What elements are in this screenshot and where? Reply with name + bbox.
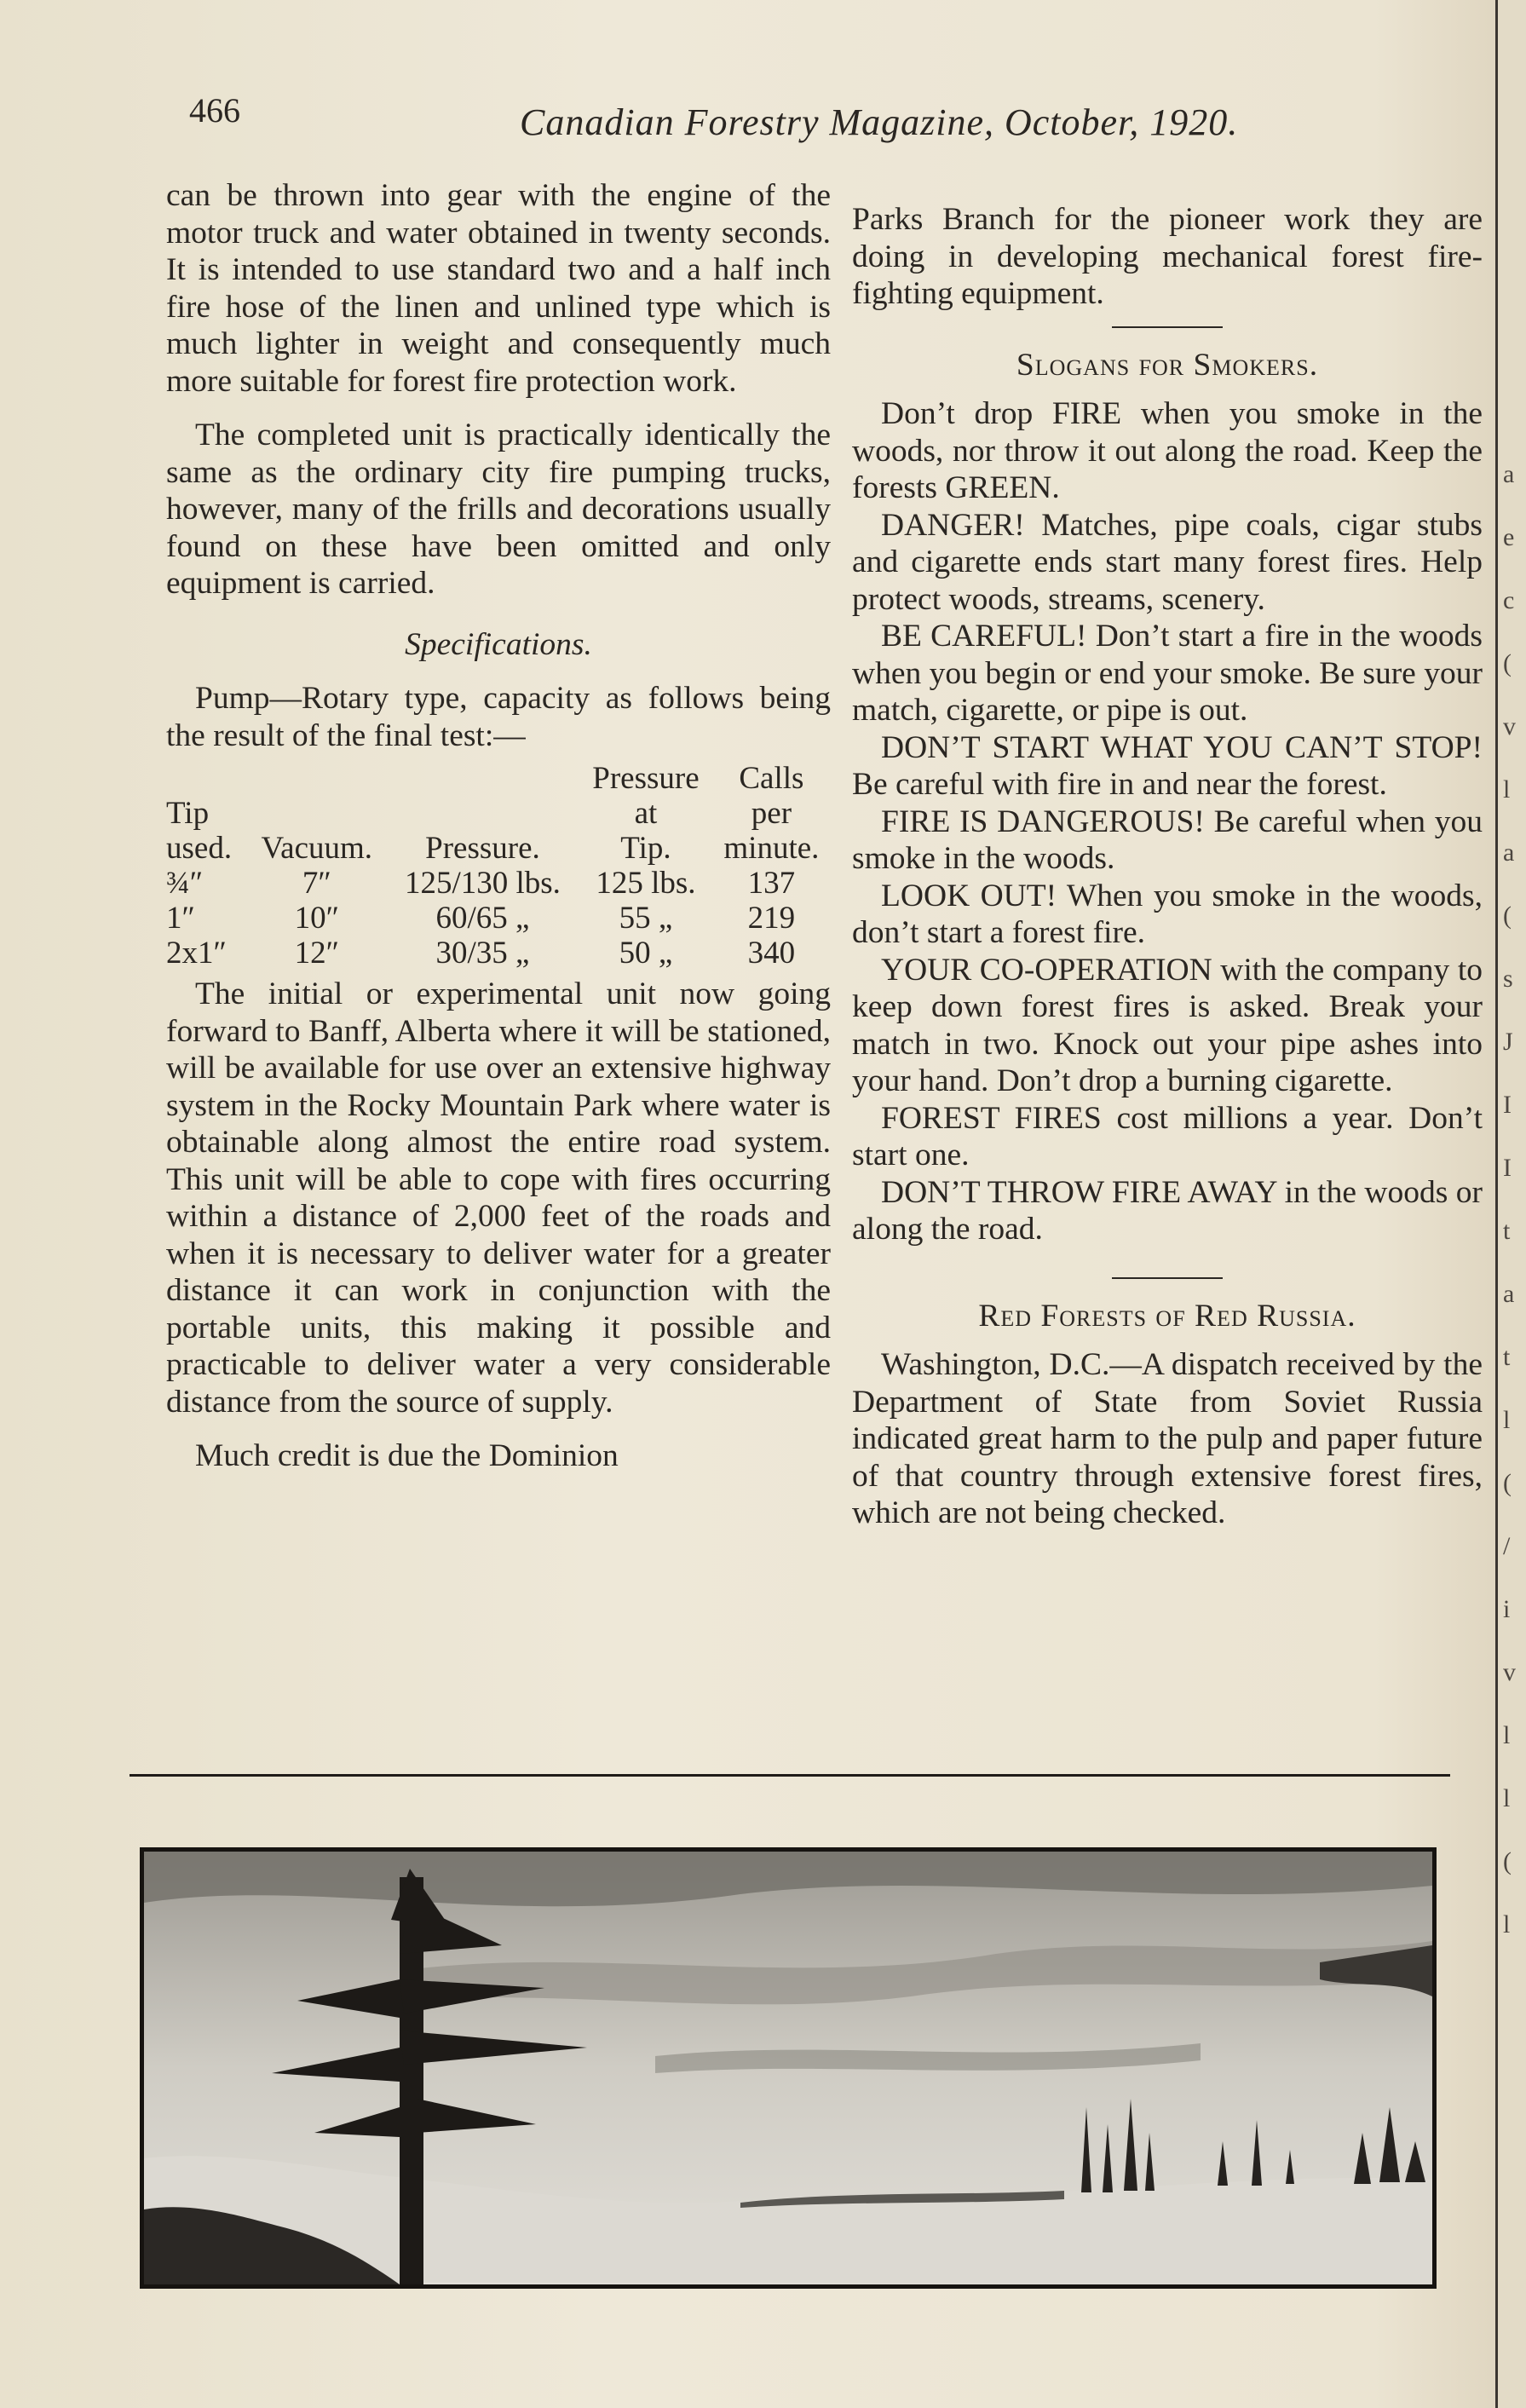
- paragraph: The completed unit is practically identically the same as the ordinary city fire pumping trucks, however, many of the frills and decorations usually found on these have been omitted and only equipment is carried.: [166, 418, 831, 601]
- table-cell: 60/65 „: [435, 901, 530, 936]
- table-cell: 137: [747, 866, 796, 901]
- table-row: [166, 866, 831, 901]
- table-cell: 30/35 „: [435, 936, 530, 971]
- adjacent-page-letters: a e c ( v l a ( s J I I t a t l ( / i v l l ( l: [1503, 460, 1516, 1938]
- table-header-row: [166, 796, 831, 831]
- table-cell: ¾″: [166, 866, 204, 901]
- table-header-cell: used.: [166, 831, 233, 866]
- slogan-item: DON’T THROW FIRE AWAY in the woods or along the road.: [852, 1174, 1483, 1247]
- table-cell: 7″: [302, 866, 331, 901]
- landscape-picture: [144, 1852, 1432, 2284]
- left-column: [166, 177, 831, 1475]
- forest-landscape-illustration: [140, 1847, 1437, 2289]
- table-header-cell: Tip.: [620, 831, 671, 866]
- table-cell: 340: [747, 936, 796, 971]
- page-header: [189, 90, 1331, 150]
- slogan-item: YOUR CO-OPERATION with the company to keep down forest fires is asked. Break your match in two. Knock out your pipe ashes into your hand. Don’t drop a burning cigarette.: [852, 952, 1483, 1098]
- table-cell: 125/130 lbs.: [404, 866, 561, 901]
- slogan-item: DANGER! Matches, pipe coals, cigar stubs and cigarette ends start many forest fires. Help protect woods, streams, scenery.: [852, 507, 1483, 617]
- table-header-row: [166, 761, 831, 796]
- section-heading-red-forests: Red Forests of Red Russia.: [978, 1298, 1356, 1334]
- paragraph: can be thrown into gear with the engine of the motor truck and water obtained in twenty seconds. It is intended to use standard two and a half inch fire hose of the linen and unlined type which is much lighter in weight and consequently much more suitable for forest fire protection work.: [166, 178, 831, 399]
- paragraph: Washington, D.C.—A dispatch received by the Department of State from Soviet Russia indicated great harm to the pulp and paper future of that country through extensive forest fires, which are not being checked.: [852, 1347, 1483, 1530]
- page-divider-rule: [130, 1774, 1450, 1777]
- table-header-cell: [166, 761, 248, 796]
- table-header-cell: [386, 796, 579, 831]
- table-header-cell: at: [634, 796, 658, 831]
- section-divider: [1112, 1277, 1223, 1279]
- table-cell: 2x1″: [166, 936, 227, 971]
- table-cell: 55 „: [619, 901, 673, 936]
- table-header-row: [166, 831, 831, 866]
- slogan-item: FOREST FIRES cost millions a year. Don’t start one.: [852, 1100, 1483, 1172]
- section-heading-slogans: Slogans for Smokers.: [1016, 347, 1319, 383]
- table-header-cell: [386, 761, 579, 796]
- table-header-cell: [248, 796, 386, 831]
- table-header-cell: Pressure: [592, 761, 700, 796]
- paragraph: Parks Branch for the pioneer work they are doing in developing mechanical forest fire-fighting equipment.: [852, 202, 1483, 311]
- table-header-cell: Calls: [739, 761, 804, 796]
- slogan-item: BE CAREFUL! Don’t start a fire in the woods when you begin or end your smoke. Be sure your match, cigarette, or pipe is out.: [852, 619, 1483, 728]
- table-cell: 219: [747, 901, 796, 936]
- running-head: Canadian Forestry Magazine, October, 1920.: [520, 101, 1239, 143]
- right-column: [852, 201, 1483, 1532]
- table-row: [166, 901, 831, 936]
- page-number: 466: [189, 91, 240, 130]
- paragraph: Much credit is due the Dominion: [195, 1438, 619, 1473]
- table-cell: 10″: [294, 901, 339, 936]
- slogan-item: Don’t drop FIRE when you smoke in the woods, nor throw it out along the road. Keep the forests GREEN.: [852, 396, 1483, 505]
- paragraph: The initial or experimental unit now going forward to Banff, Alberta where it will be stationed, will be available for use over an extensive highway system in the Rocky Mountain Park where water is obtainable along almost the entire road system. This unit will be able to cope with fires occurring within a distance of 2,000 feet of the roads and when it is necessary to deliver water for a greater distance it can work in conjunction with the portable units, this making it possible and practicable to deliver water a very considerable distance from the source of supply.: [166, 976, 831, 1420]
- section-divider: [1112, 326, 1223, 328]
- table-header-cell: Vacuum.: [261, 831, 373, 866]
- slogan-item: DON’T START WHAT YOU CAN’T STOP! Be careful with fire in and near the forest.: [852, 729, 1483, 802]
- slogan-item: LOOK OUT! When you smoke in the woods, don’t start a forest fire.: [852, 878, 1483, 950]
- table-header-cell: Tip: [166, 796, 210, 831]
- table-cell: 12″: [294, 936, 339, 971]
- table-header-cell: Pressure.: [425, 831, 540, 866]
- table-row: [166, 936, 831, 971]
- specifications-table: [166, 761, 831, 971]
- table-cell: 1″: [166, 901, 195, 936]
- table-cell: 125 lbs.: [596, 866, 696, 901]
- paragraph: Pump—Rotary type, capacity as follows being the result of the final test:—: [166, 681, 831, 753]
- table-header-cell: minute.: [723, 831, 820, 866]
- table-header-cell: per: [751, 796, 792, 831]
- section-heading-specifications: Specifications.: [405, 626, 592, 662]
- table-header-cell: [248, 761, 386, 796]
- table-cell: 50 „: [619, 936, 673, 971]
- slogan-item: FIRE IS DANGEROUS! Be careful when you smoke in the woods.: [852, 804, 1483, 876]
